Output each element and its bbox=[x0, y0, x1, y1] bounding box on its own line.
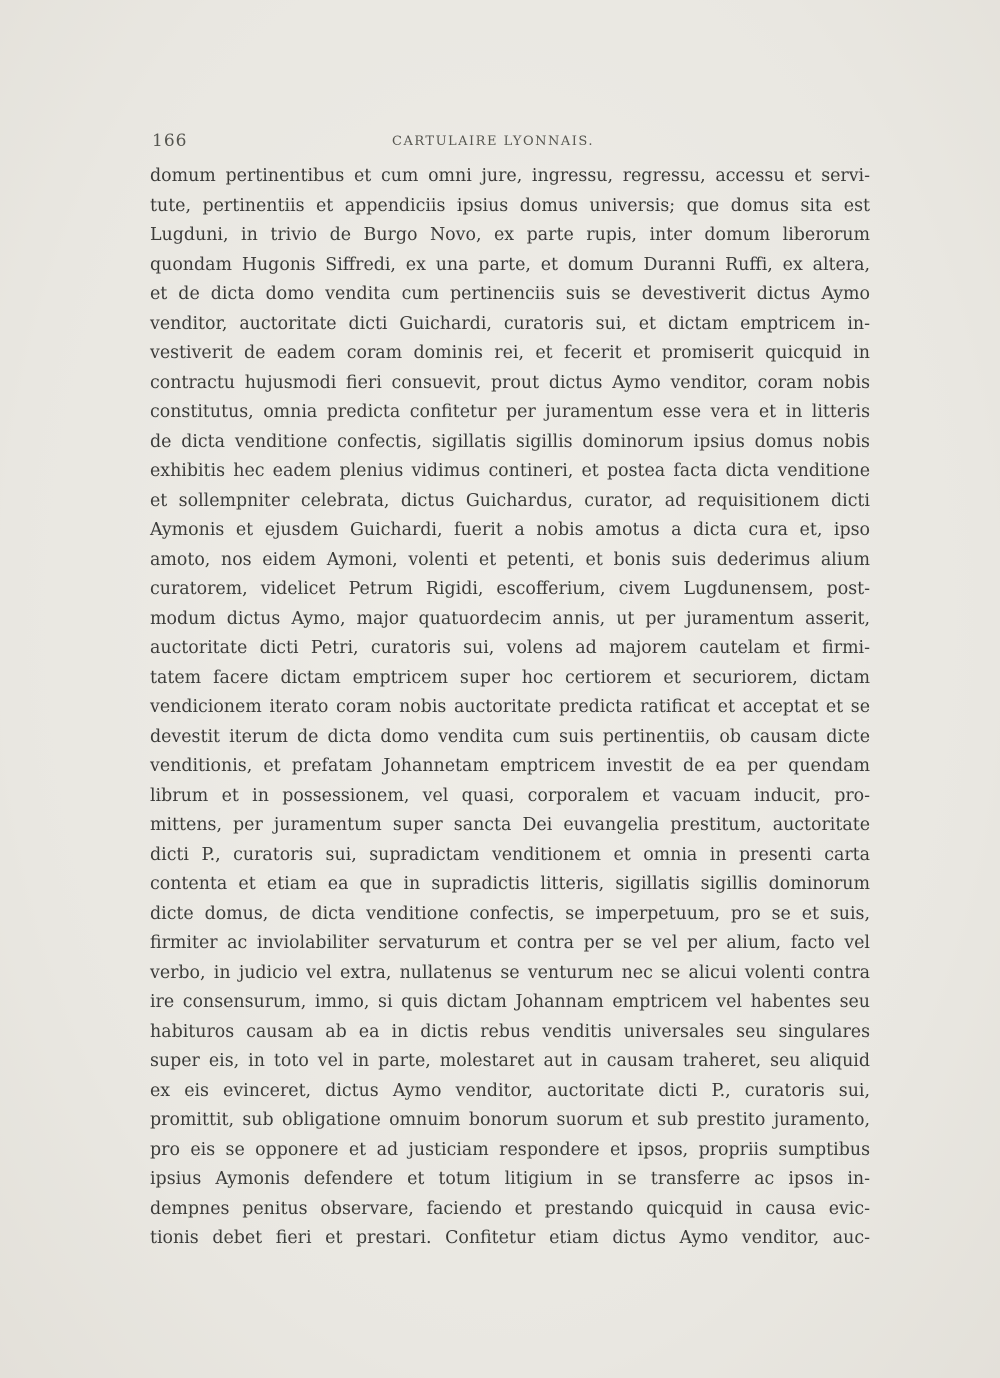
text-line: devestit iterum de dicta domo vendita cum suis pertinentiis, ob causam dicte bbox=[150, 726, 870, 747]
text-line: domum pertinentibus et cum omni jure, ingressu, regressu, accessu et servi- bbox=[150, 166, 870, 186]
text-line: dicti P., curatoris sui, supradictam venditionem et omnia in presenti carta bbox=[150, 844, 870, 865]
text-line: vestiverit de eadem coram dominis rei, et fecerit et promiserit quicquid in bbox=[150, 343, 870, 363]
text-line: contenta et etiam ea que in supradictis litteris, sigillatis sigillis dominorum bbox=[150, 874, 870, 894]
text-line: firmiter ac inviolabiliter servaturum et contra per se vel per alium, facto vel bbox=[150, 933, 870, 953]
body-text bbox=[150, 162, 870, 1254]
text-line: quondam Hugonis Siffredi, ex una parte, et domum Duranni Ruffi, ex altera, bbox=[150, 254, 870, 275]
text-line: constitutus, omnia predicta confitetur per juramentum esse vera et in litteris bbox=[150, 402, 870, 422]
text-line: de dicta venditione confectis, sigillatis sigillis dominorum ipsius domus nobis bbox=[150, 431, 870, 452]
running-head bbox=[152, 131, 867, 155]
text-line: vendicionem iterato coram nobis auctoritate predicta ratificat et acceptat et se bbox=[150, 697, 870, 717]
running-title: CARTULAIRE LYONNAIS. bbox=[392, 134, 594, 149]
text-line: mittens, per juramentum super sancta Dei euvangelia prestitum, auctoritate bbox=[150, 815, 870, 835]
text-line: Aymonis et ejusdem Guichardi, fuerit a nobis amotus a dicta cura et, ipso bbox=[150, 520, 870, 540]
text-line: ipsius Aymonis defendere et totum litigium in se transferre ac ipsos in- bbox=[150, 1169, 870, 1189]
text-line: tute, pertinentiis et appendiciis ipsius domus universis; que domus sita est bbox=[150, 195, 870, 216]
text-line: promittit, sub obligatione omnuim bonorum suorum et sub prestito juramento, bbox=[150, 1110, 870, 1130]
text-line: Lugduni, in trivio de Burgo Novo, ex parte rupis, inter domum liberorum bbox=[150, 225, 870, 245]
text-line: et sollempniter celebrata, dictus Guichardus, curator, ad requisitionem dicti bbox=[150, 490, 870, 511]
text-line: tionis debet fieri et prestari. Confitetur etiam dictus Aymo venditor, auc- bbox=[150, 1228, 870, 1248]
text-line: dempnes penitus observare, faciendo et prestando quicquid in causa evic- bbox=[150, 1198, 870, 1219]
text-line: tatem facere dictam emptricem super hoc certiorem et securiorem, dictam bbox=[150, 667, 870, 688]
text-line: exhibitis hec eadem plenius vidimus contineri, et postea facta dicta venditione bbox=[150, 461, 870, 481]
text-line: curatorem, videlicet Petrum Rigidi, escofferium, civem Lugdunensem, post- bbox=[150, 579, 870, 599]
text-line: dicte domus, de dicta venditione confectis, se imperpetuum, pro se et suis, bbox=[150, 903, 870, 924]
text-line: contractu hujusmodi fieri consuevit, prout dictus Aymo venditor, coram nobis bbox=[150, 372, 870, 393]
text-line: verbo, in judicio vel extra, nullatenus se venturum nec se alicui volenti contra bbox=[150, 962, 870, 983]
text-line: pro eis se opponere et ad justiciam respondere et ipsos, propriis sumptibus bbox=[150, 1139, 870, 1160]
text-line: habituros causam ab ea in dictis rebus venditis universales seu singulares bbox=[150, 1021, 870, 1042]
text-line: et de dicta domo vendita cum pertinenciis suis se devestiverit dictus Aymo bbox=[150, 284, 870, 304]
text-line: librum et in possessionem, vel quasi, corporalem et vacuam inducit, pro- bbox=[150, 785, 870, 806]
text-line: amoto, nos eidem Aymoni, volenti et petenti, et bonis suis dederimus alium bbox=[150, 549, 870, 570]
text-line: venditor, auctoritate dicti Guichardi, curatoris sui, et dictam emptricem in- bbox=[150, 313, 870, 334]
text-line: modum dictus Aymo, major quatuordecim annis, ut per juramentum asserit, bbox=[150, 608, 870, 629]
text-line: super eis, in toto vel in parte, molestaret aut in causam traheret, seu aliquid bbox=[150, 1051, 870, 1071]
text-line: ex eis evinceret, dictus Aymo venditor, auctoritate dicti P., curatoris sui, bbox=[150, 1080, 870, 1101]
text-line: ire consensurum, immo, si quis dictam Johannam emptricem vel habentes seu bbox=[150, 992, 870, 1012]
page-number: 166 bbox=[152, 131, 188, 151]
text-line: venditionis, et prefatam Johannetam emptricem investit de ea per quendam bbox=[150, 756, 870, 776]
text-line: auctoritate dicti Petri, curatoris sui, volens ad majorem cautelam et firmi- bbox=[150, 638, 870, 658]
